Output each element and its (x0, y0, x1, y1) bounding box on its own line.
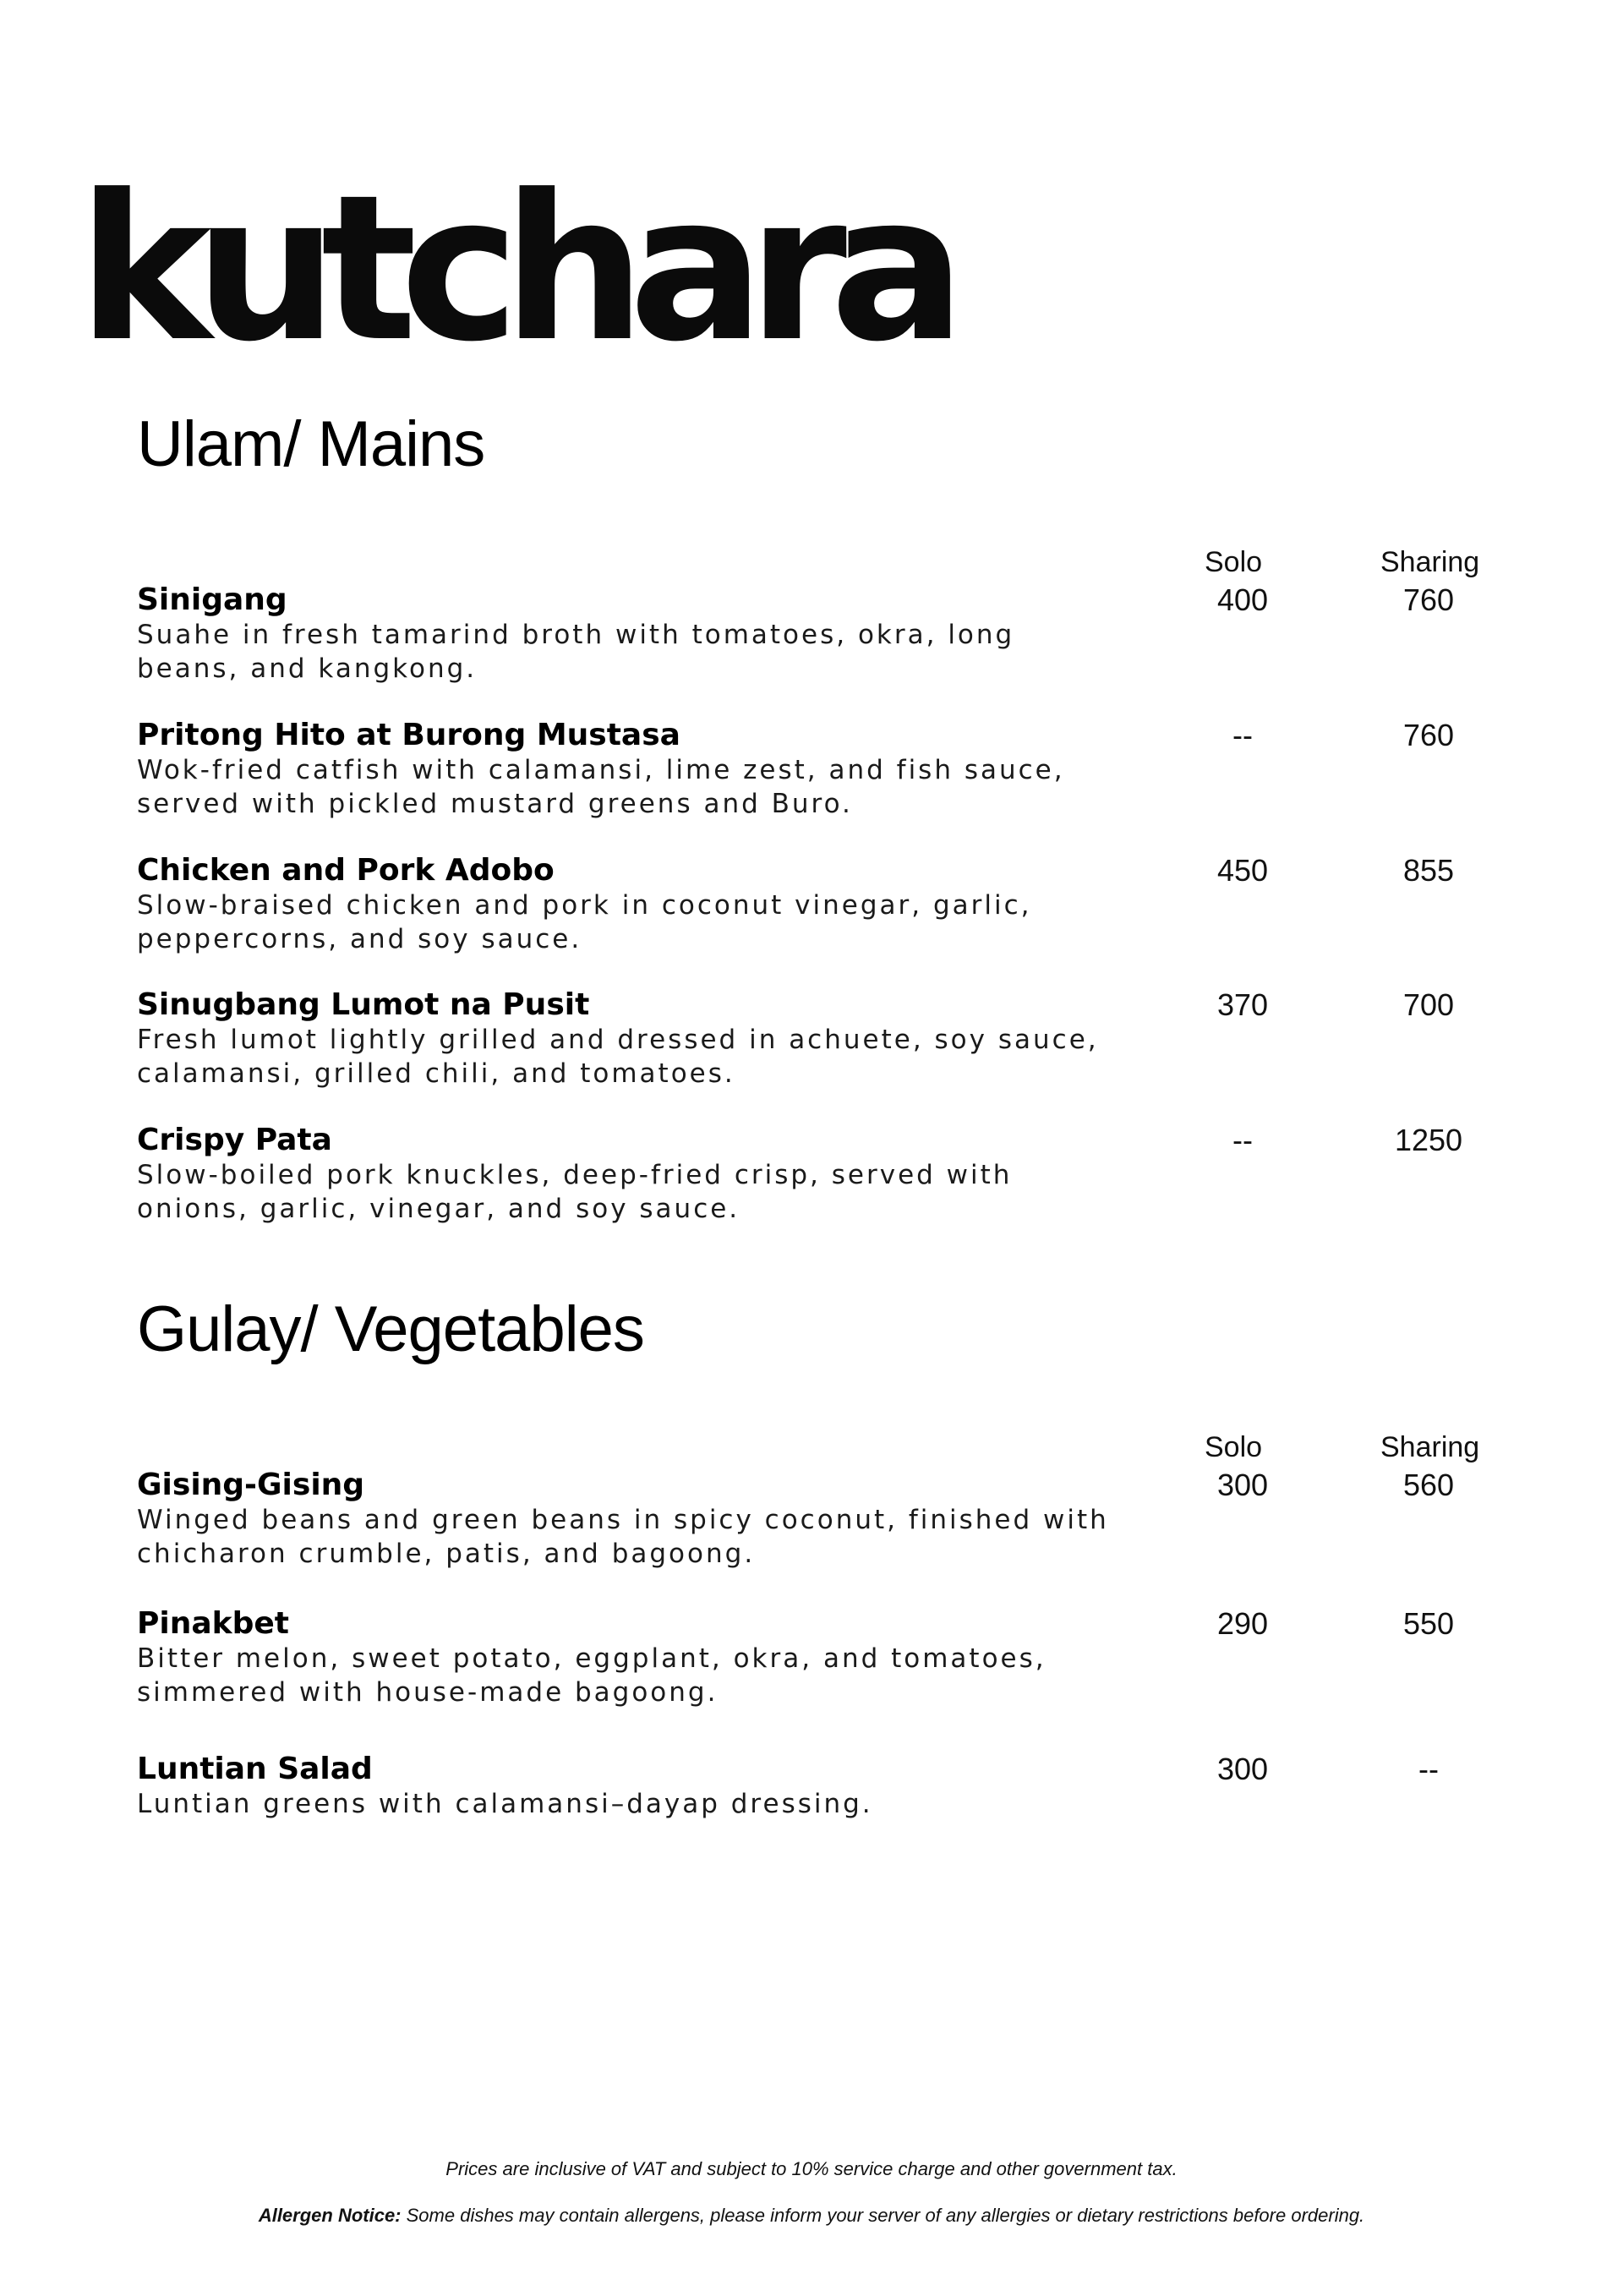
price-solo: -- (1232, 718, 1253, 752)
mains-sharing-header: Sharing (1380, 546, 1480, 578)
item-name: Sinigang (137, 582, 287, 617)
price-solo: -- (1232, 1123, 1253, 1157)
item-description: Luntian greens with calamansi–dayap dressing. (137, 1789, 873, 1819)
item-name: Pinakbet (137, 1606, 289, 1641)
item-description: Wok-fried catfish with calamansi, lime zest, and fish sauce, served with pickled mustard greens and Buro. (137, 755, 1065, 819)
price-sharing: 550 (1402, 1606, 1455, 1641)
price-solo: 300 (1216, 1752, 1269, 1786)
menu-item-sinugbang-lumot (137, 987, 1574, 1091)
price-sharing: -- (1418, 1752, 1439, 1786)
item-name: Gising-Gising (137, 1468, 365, 1502)
section-title-mains: Ulam/ Mains (137, 408, 485, 480)
item-name: Chicken and Pork Adobo (137, 853, 555, 888)
price-solo: 450 (1216, 853, 1269, 888)
menu-item-sinigang (137, 582, 1574, 686)
item-name: Sinugbang Lumot na Pusit (137, 987, 590, 1022)
menu-item-gising-gising (137, 1468, 1574, 1571)
allergen-label: Allergen Notice: (258, 2205, 402, 2226)
item-description: Slow-boiled pork knuckles, deep-fried crisp, served with onions, garlic, vinegar, and soy sauce. (137, 1160, 1013, 1224)
menu-item-adobo (137, 853, 1574, 956)
price-solo: 400 (1216, 582, 1269, 617)
price-sharing: 1250 (1394, 1123, 1463, 1157)
item-description: Slow-braised chicken and pork in coconut vinegar, garlic, peppercorns, and soy sauce. (137, 890, 1032, 954)
item-name: Luntian Salad (137, 1752, 373, 1786)
menu-item-luntian-salad (137, 1752, 1574, 1821)
item-description: Bitter melon, sweet potato, eggplant, okra, and tomatoes, simmered with house-made bagoong. (137, 1643, 1046, 1708)
brand-logo: kutchara (78, 152, 949, 386)
item-description: Fresh lumot lightly grilled and dressed in achuete, soy sauce, calamansi, grilled chili, and tomatoes. (137, 1025, 1099, 1089)
price-solo: 300 (1216, 1468, 1269, 1502)
menu-item-crispy-pata (137, 1123, 1574, 1226)
item-description: Suahe in fresh tamarind broth with tomatoes, okra, long beans, and kangkong. (137, 620, 1015, 684)
menu-item-pritong-hito (137, 718, 1574, 821)
price-sharing: 560 (1402, 1468, 1455, 1502)
section-title-vegetables: Gulay/ Vegetables (137, 1293, 644, 1365)
item-name: Pritong Hito at Burong Mustasa (137, 718, 680, 752)
vegetables-sharing-header: Sharing (1380, 1431, 1480, 1463)
price-solo: 290 (1216, 1606, 1269, 1641)
mains-solo-header: Solo (1205, 546, 1263, 578)
menu-item-pinakbet (137, 1606, 1574, 1709)
item-description: Winged beans and green beans in spicy coconut, finished with chicharon crumble, patis, and bagoong. (137, 1505, 1109, 1569)
price-solo: 370 (1216, 987, 1269, 1022)
price-sharing: 855 (1402, 853, 1455, 888)
price-sharing: 760 (1402, 718, 1455, 752)
allergen-text: Some dishes may contain allergens, please inform your server of any allergies or dietary restrictions before ordering. (401, 2205, 1365, 2226)
price-sharing: 700 (1402, 987, 1455, 1022)
footer-tax-note: Prices are inclusive of VAT and subject to 10% service charge and other government tax. (445, 2158, 1178, 2179)
vegetables-solo-header: Solo (1205, 1431, 1263, 1463)
item-name: Crispy Pata (137, 1123, 332, 1157)
footer-allergen-notice (0, 2206, 1623, 2225)
price-sharing: 760 (1402, 582, 1455, 617)
